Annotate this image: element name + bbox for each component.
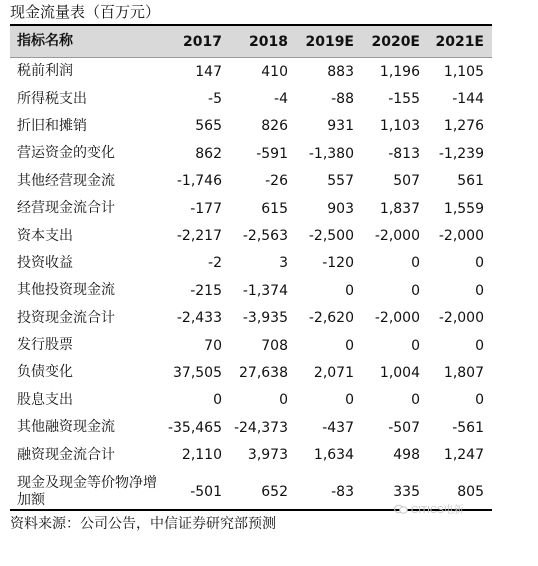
row-value: 1,276 [443,118,484,135]
row-value: 883 [327,63,354,80]
row-value: 2,110 [181,447,222,464]
row-value: 0 [475,337,484,354]
row-value: 498 [393,447,420,464]
row-value: 708 [261,337,288,354]
row-value: -507 [388,419,420,436]
row-value: -1,746 [176,173,222,190]
row-label: 投资现金流合计 [17,309,115,326]
row-value: 0 [475,392,484,409]
row-value: -177 [190,200,222,217]
table-row [10,222,492,249]
row-value: -2 [208,255,222,272]
row-value: 335 [393,483,420,500]
row-value: 1,103 [379,118,420,135]
row-value: 903 [327,200,354,217]
row-value: -2,563 [242,228,288,245]
row-value: -501 [190,483,222,500]
row-label: 折旧和摊销 [17,117,87,134]
row-value: -120 [322,255,354,272]
row-value: 561 [457,173,484,190]
row-label: 股息支出 [17,391,73,408]
row-label: 所得税支出 [17,90,87,107]
header-year: 2017 [183,33,222,50]
row-value: 1,004 [379,364,420,381]
table-row [10,113,492,140]
row-value: 1,559 [443,200,484,217]
row-value: 1,634 [313,447,354,464]
row-value: -5 [208,91,222,108]
row-value: 557 [327,173,354,190]
table-row [10,277,492,304]
row-label: 现金及现金等价物净增加额 [17,474,157,508]
table-row [10,441,492,468]
row-value: -144 [452,91,484,108]
row-value: -813 [388,145,420,162]
row-value: 27,638 [239,364,288,381]
table-body [10,58,492,515]
watermark [394,501,464,516]
row-value: -2,620 [308,310,354,327]
row-value: 0 [345,282,354,299]
watermark-text: CITICS电新 [411,505,464,516]
row-label: 融资现金流合计 [17,446,115,463]
row-value: 3 [279,255,288,272]
row-value: -26 [265,173,288,190]
row-value: 0 [411,282,420,299]
row-value: 1,105 [443,63,484,80]
wechat-icon [394,504,408,514]
table-row [10,250,492,277]
row-value: 0 [345,392,354,409]
row-value: 70 [204,337,222,354]
table-row [10,140,492,167]
row-value: -2,217 [176,228,222,245]
row-value: 0 [345,337,354,354]
row-value: 3,973 [247,447,288,464]
row-value: -1,374 [242,282,288,299]
row-value: 0 [411,337,420,354]
row-label: 经营现金流合计 [17,200,115,217]
header-year: 2019E [305,33,354,50]
row-value: 37,505 [173,364,222,381]
row-value: 0 [213,392,222,409]
row-value: 0 [279,392,288,409]
row-label: 其他融资现金流 [17,419,115,436]
table-row [10,195,492,222]
row-value: 0 [411,392,420,409]
row-value: 0 [475,255,484,272]
row-value: 826 [261,118,288,135]
row-value: -2,000 [438,310,484,327]
row-value: -437 [322,419,354,436]
table-row [10,359,492,386]
table-row [10,85,492,112]
row-label: 负债变化 [17,364,73,381]
source-note: 资料来源：公司公告，中信证券研究部预测 [10,516,276,532]
row-value: 2,071 [313,364,354,381]
row-value: 862 [195,145,222,162]
header-year: 2021E [435,33,484,50]
row-value: -2,000 [438,228,484,245]
row-value: 0 [411,255,420,272]
header-label: 指标名称 [17,33,73,49]
table-row [10,387,492,414]
row-value: 507 [393,173,420,190]
row-value: -88 [331,91,354,108]
table-row [10,168,492,195]
row-value: -2,433 [176,310,222,327]
row-value: -83 [331,483,354,500]
table-title: 现金流量表（百万元） [10,3,161,21]
table-header-row [10,24,492,58]
row-label: 其他经营现金流 [17,172,115,189]
table-row [10,332,492,359]
row-value: 1,196 [379,63,420,80]
row-value: -35,465 [167,419,222,436]
row-value: -1,239 [438,145,484,162]
row-label: 营运资金的变化 [17,145,115,162]
row-value: -3,935 [242,310,288,327]
table-row [10,305,492,332]
row-value: 565 [195,118,222,135]
row-label: 其他投资现金流 [17,282,115,299]
row-value: -24,373 [233,419,288,436]
row-value: -1,380 [308,145,354,162]
row-value: -155 [388,91,420,108]
row-label: 投资收益 [17,254,73,271]
row-value: 1,837 [379,200,420,217]
row-value: 805 [457,483,484,500]
row-value: 615 [261,200,288,217]
table-row [10,414,492,441]
row-value: -215 [190,282,222,299]
row-value: -591 [256,145,288,162]
header-year: 2018 [249,33,288,50]
row-value: -561 [452,419,484,436]
row-label: 税前利润 [17,63,73,80]
cash-flow-table [10,24,492,515]
row-value: -2,500 [308,228,354,245]
row-value: 1,247 [443,447,484,464]
row-label: 发行股票 [17,337,73,354]
table-row [10,58,492,85]
row-value: -2,000 [374,310,420,327]
row-label: 资本支出 [17,227,73,244]
row-value: 410 [261,63,288,80]
row-value: 1,807 [443,364,484,381]
row-value: 931 [327,118,354,135]
row-value: -4 [274,91,288,108]
row-value: 147 [195,63,222,80]
row-value: 652 [261,483,288,500]
row-value: -2,000 [374,228,420,245]
header-year: 2020E [371,33,420,50]
row-value: 0 [475,282,484,299]
